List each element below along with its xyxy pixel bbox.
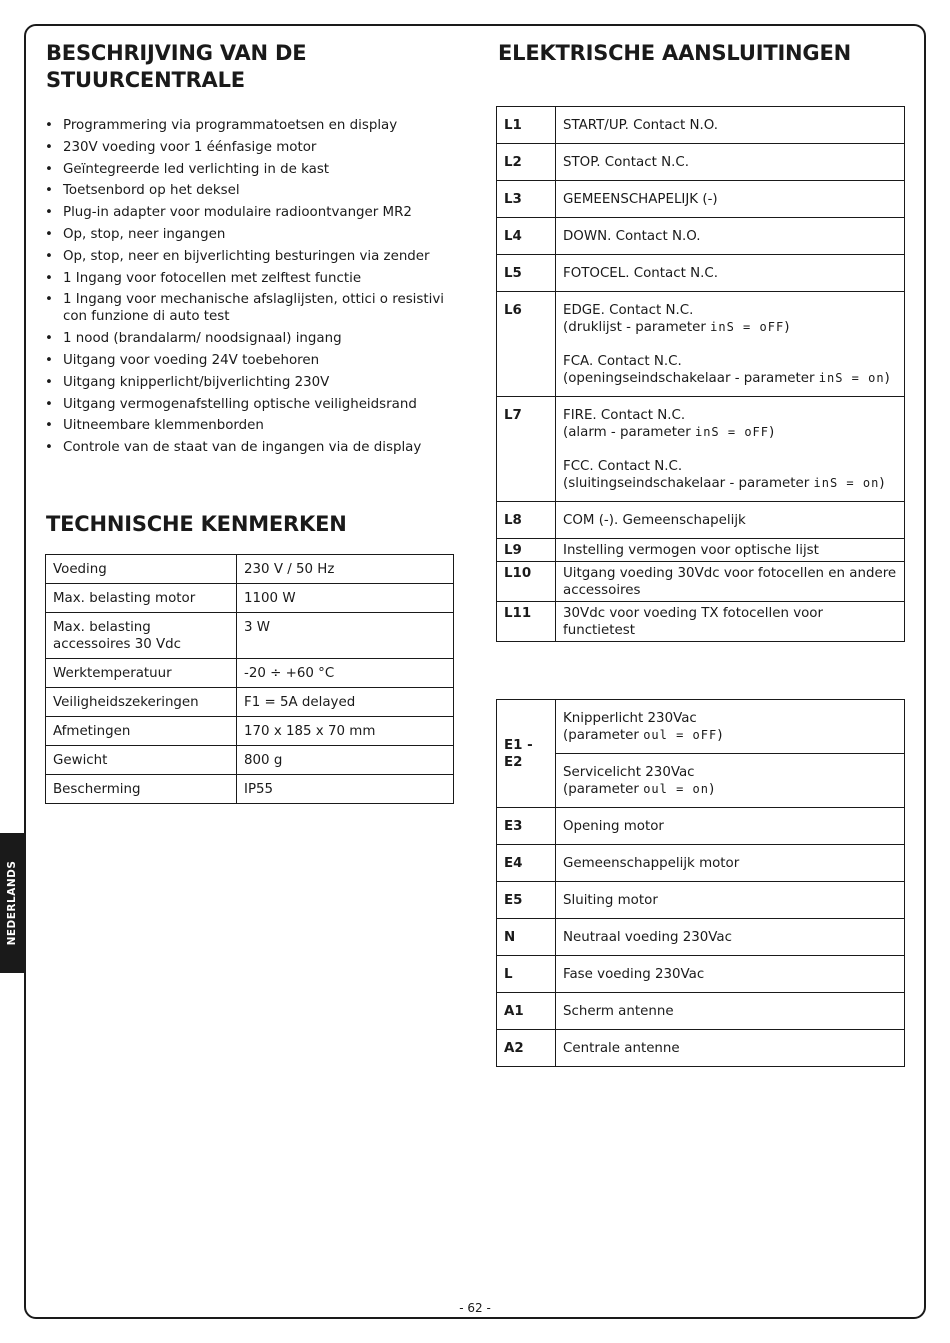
table-row [497,218,905,255]
terminal-description: Gemeenschappelijk motor [556,845,905,882]
table-row [497,754,905,808]
parameter-code: inS = on [813,476,880,490]
description-text: (openingseindschakelaar - parameter [563,371,819,386]
feature-item: • Geïntegreerde led verlichting in de kast [44,161,454,178]
terminal-code: L1 [497,107,556,144]
terminal-description [556,292,905,397]
description-line: EDGE. Contact N.C. [563,303,694,318]
parameter-code: inS = oFF [694,425,769,439]
table-row [46,717,454,746]
connections-table-e [496,699,905,1067]
table-row [497,1030,905,1067]
table-row [46,775,454,804]
table-row [46,746,454,775]
terminal-description: Instelling vermogen voor optische lijst [556,539,905,562]
description-line [563,370,897,387]
terminal-code: A1 [497,993,556,1030]
terminal-code: A2 [497,1030,556,1067]
terminal-code: L2 [497,144,556,181]
terminal-code: L3 [497,181,556,218]
spec-value: F1 = 5A delayed [237,688,454,717]
terminal-description: COM (-). Gemeenschapelijk [556,502,905,539]
description-line: FCA. Contact N.C. [563,354,682,369]
feature-item: • 1 Ingang voor fotocellen met zelftest functie [44,270,454,287]
spec-label: Voeding [46,555,237,584]
parameter-code: inS = oFF [710,320,785,334]
terminal-description: GEMEENSCHAPELIJK (-) [556,181,905,218]
feature-item: • Uitgang vermogenafstelling optische veiligheidsrand [44,396,454,413]
feature-item: • Uitgang voor voeding 24V toebehoren [44,352,454,369]
table-row [497,882,905,919]
table-row [497,397,905,502]
connections-title: ELEKTRISCHE AANSLUITINGEN [498,41,851,65]
description-text: (parameter [563,782,644,797]
description-text: ) [879,476,885,491]
feature-item: • Uitneembare klemmenborden [44,417,454,434]
terminal-description: FOTOCEL. Contact N.C. [556,255,905,292]
feature-item: • Op, stop, neer en bijverlichting besturingen via zender [44,248,454,265]
table-row [497,700,905,754]
spec-value: IP55 [237,775,454,804]
description-text: (parameter [563,728,644,743]
feature-item: • Controle van de staat van de ingangen via de display [44,439,454,456]
spec-label: Bescherming [46,775,237,804]
feature-item: • 1 Ingang voor mechanische afslaglijsten, ottici o resistivi con funzione di auto test [44,291,454,325]
terminal-description [556,700,905,754]
description-text: (sluitingseindschakelaar - parameter [563,476,814,491]
terminal-code: L9 [497,539,556,562]
spec-value: 800 g [237,746,454,775]
description-line: FCC. Contact N.C. [563,459,683,474]
parameter-code: oul = on [643,782,709,796]
description-title: BESCHRIJVING VAN DE STUURCENTRALE [46,41,307,92]
terminal-code: N [497,919,556,956]
terminal-description: 30Vdc voor voeding TX fotocellen voor functietest [556,602,905,642]
spec-value: -20 ÷ +60 °C [237,659,454,688]
terminal-code: L [497,956,556,993]
terminal-code: E4 [497,845,556,882]
spec-label: Werktemperatuur [46,659,237,688]
table-row [46,584,454,613]
terminal-description: Uitgang voeding 30Vdc voor fotocellen en andere accessoires [556,562,905,602]
description-line: Knipperlicht 230Vac [563,711,697,726]
table-row [497,502,905,539]
feature-list [44,117,454,461]
description-line [563,424,897,441]
table-row [497,181,905,218]
feature-item: • 1 nood (brandalarm/ noodsignaal) ingang [44,330,454,347]
table-row [497,808,905,845]
terminal-code: L8 [497,502,556,539]
technical-table [45,554,454,804]
table-row [497,845,905,882]
terminal-description: Centrale antenne [556,1030,905,1067]
terminal-description [556,754,905,808]
parameter-code: inS = on [818,371,885,385]
table-row [497,539,905,562]
description-text: ) [717,728,723,743]
spec-value: 3 W [237,613,454,659]
terminal-description: START/UP. Contact N.O. [556,107,905,144]
description-text: ) [769,425,775,440]
terminal-code: L5 [497,255,556,292]
description-line [563,781,897,798]
description-line: FIRE. Contact N.C. [563,408,686,423]
terminal-code: L7 [497,397,556,502]
feature-item: • Uitgang knipperlicht/bijverlichting 230V [44,374,454,391]
terminal-code: E1 - E2 [497,700,556,808]
terminal-description: Scherm antenne [556,993,905,1030]
feature-item: • Programmering via programmatoetsen en display [44,117,454,134]
table-row [46,688,454,717]
feature-item: • 230V voeding voor 1 éénfasige motor [44,139,454,156]
terminal-code: L6 [497,292,556,397]
description-text: ) [884,371,890,386]
terminal-description: Opening motor [556,808,905,845]
feature-item: • Toetsenbord op het deksel [44,182,454,199]
terminal-code: L4 [497,218,556,255]
table-row [46,659,454,688]
terminal-code: L10 [497,562,556,602]
description-text: (druklijst - parameter [563,320,711,335]
parameter-code: oul = oFF [643,728,718,742]
spec-label: Gewicht [46,746,237,775]
table-row [497,993,905,1030]
feature-item: • Op, stop, neer ingangen [44,226,454,243]
terminal-code: L11 [497,602,556,642]
table-row [46,613,454,659]
terminal-code: E5 [497,882,556,919]
spec-value: 230 V / 50 Hz [237,555,454,584]
table-row [497,292,905,397]
page-number: - 62 - [459,1301,491,1315]
language-tab [0,833,24,973]
terminal-description [556,397,905,502]
spec-value: 170 x 185 x 70 mm [237,717,454,746]
table-row [497,107,905,144]
spec-label: Veiligheidszekeringen [46,688,237,717]
table-row [497,255,905,292]
spec-label: Max. belasting accessoires 30 Vdc [46,613,237,659]
terminal-description: DOWN. Contact N.O. [556,218,905,255]
terminal-description: Sluiting motor [556,882,905,919]
technical-title: TECHNISCHE KENMERKEN [46,512,347,536]
description-line [563,475,897,492]
description-text: ) [708,782,715,797]
spec-value: 1100 W [237,584,454,613]
table-row [497,919,905,956]
description-text: (alarm - parameter [563,425,695,440]
terminal-description: Fase voeding 230Vac [556,956,905,993]
table-row [497,562,905,602]
table-row [497,602,905,642]
terminal-code: E3 [497,808,556,845]
description-text: ) [784,320,790,335]
language-tab-label: NEDERLANDS [6,860,18,946]
description-line: Servicelicht 230Vac [563,765,695,780]
table-row [497,144,905,181]
spec-label: Max. belasting motor [46,584,237,613]
terminal-description: STOP. Contact N.C. [556,144,905,181]
table-row [46,555,454,584]
feature-item: • Plug-in adapter voor modulaire radioontvanger MR2 [44,204,454,221]
terminal-description: Neutraal voeding 230Vac [556,919,905,956]
description-line [563,727,897,744]
table-row [497,956,905,993]
connections-table-l [496,106,905,642]
description-line [563,319,897,336]
spec-label: Afmetingen [46,717,237,746]
